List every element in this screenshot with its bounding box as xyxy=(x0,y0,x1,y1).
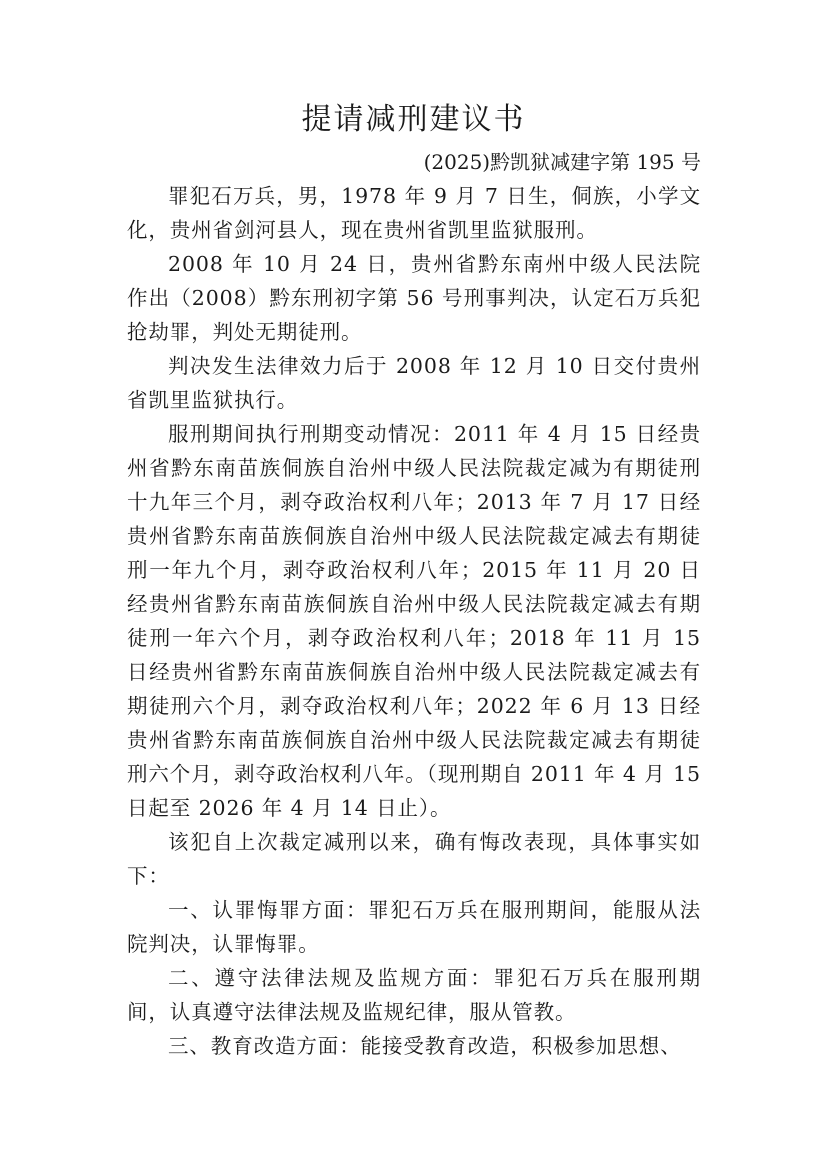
paragraph-repentance-intro: 该犯自上次裁定减刑以来，确有悔改表现，具体事实如下： xyxy=(127,830,701,888)
paragraph-education: 三、教育改造方面：能接受教育改造，积极参加思想、 xyxy=(168,1034,682,1058)
paragraph-obey-rules: 二、遵守法律法规及监规方面：罪犯石万兵在服刑期间，认真遵守法律法规及监规纪律，服从管教。 xyxy=(127,966,701,1024)
paragraph-criminal-info: 罪犯石万兵，男，1978 年 9 月 7 日生，侗族，小学文化，贵州省剑河县人，现在贵州省凯里监狱服刑。 xyxy=(127,184,701,242)
paragraph-admit-guilt: 一、认罪悔罪方面：罪犯石万兵在服刑期间，能服从法院判决，认罪悔罪。 xyxy=(127,898,701,956)
document-title: 提请减刑建议书 xyxy=(301,102,526,137)
paragraph-execution: 判决发生法律效力后于 2008 年 12 月 10 日交付贵州省凯里监狱执行。 xyxy=(127,354,701,412)
paragraph-sentence-changes: 服刑期间执行刑期变动情况：2011 年 4 月 15 日经贵州省黔东南苗族侗族自治州中级人民法院裁定减为有期徒刑十九年三个月，剥夺政治权利八年；2013 年 7 月 17 日经贵州省黔东南苗族侗族自治州中级人民法院裁定减去有期徒刑一年九个月，剥夺政治权利八年；2015 年 11 月 20 日经贵州省黔东南苗族侗族自治州中级人民法院裁定减去有期徒刑一年六个月，剥夺政治权利八年；2018 年 11 月 15 日经贵州省黔东南苗族侗族自治州中级人民法院裁定减去有期徒刑六个月，剥夺政治权利八年；2022 年 6 月 13 日经贵州省黔东南苗族侗族自治州中级人民法院裁定减去有期徒刑六个月，剥夺政治权利八年。（现刑期自 2011 年 4 月 15 日起至 2026 年 4 月 14 日止）。 xyxy=(127,422,701,820)
document-number: (2025)黔凯狱减建字第 195 号 xyxy=(423,150,701,174)
document-body xyxy=(127,179,701,1063)
paragraph-judgment: 2008 年 10 月 24 日，贵州省黔东南州中级人民法院作出（2008）黔东刑初字第 56 号刑事判决，认定石万兵犯抢劫罪，判处无期徒刑。 xyxy=(127,252,701,344)
